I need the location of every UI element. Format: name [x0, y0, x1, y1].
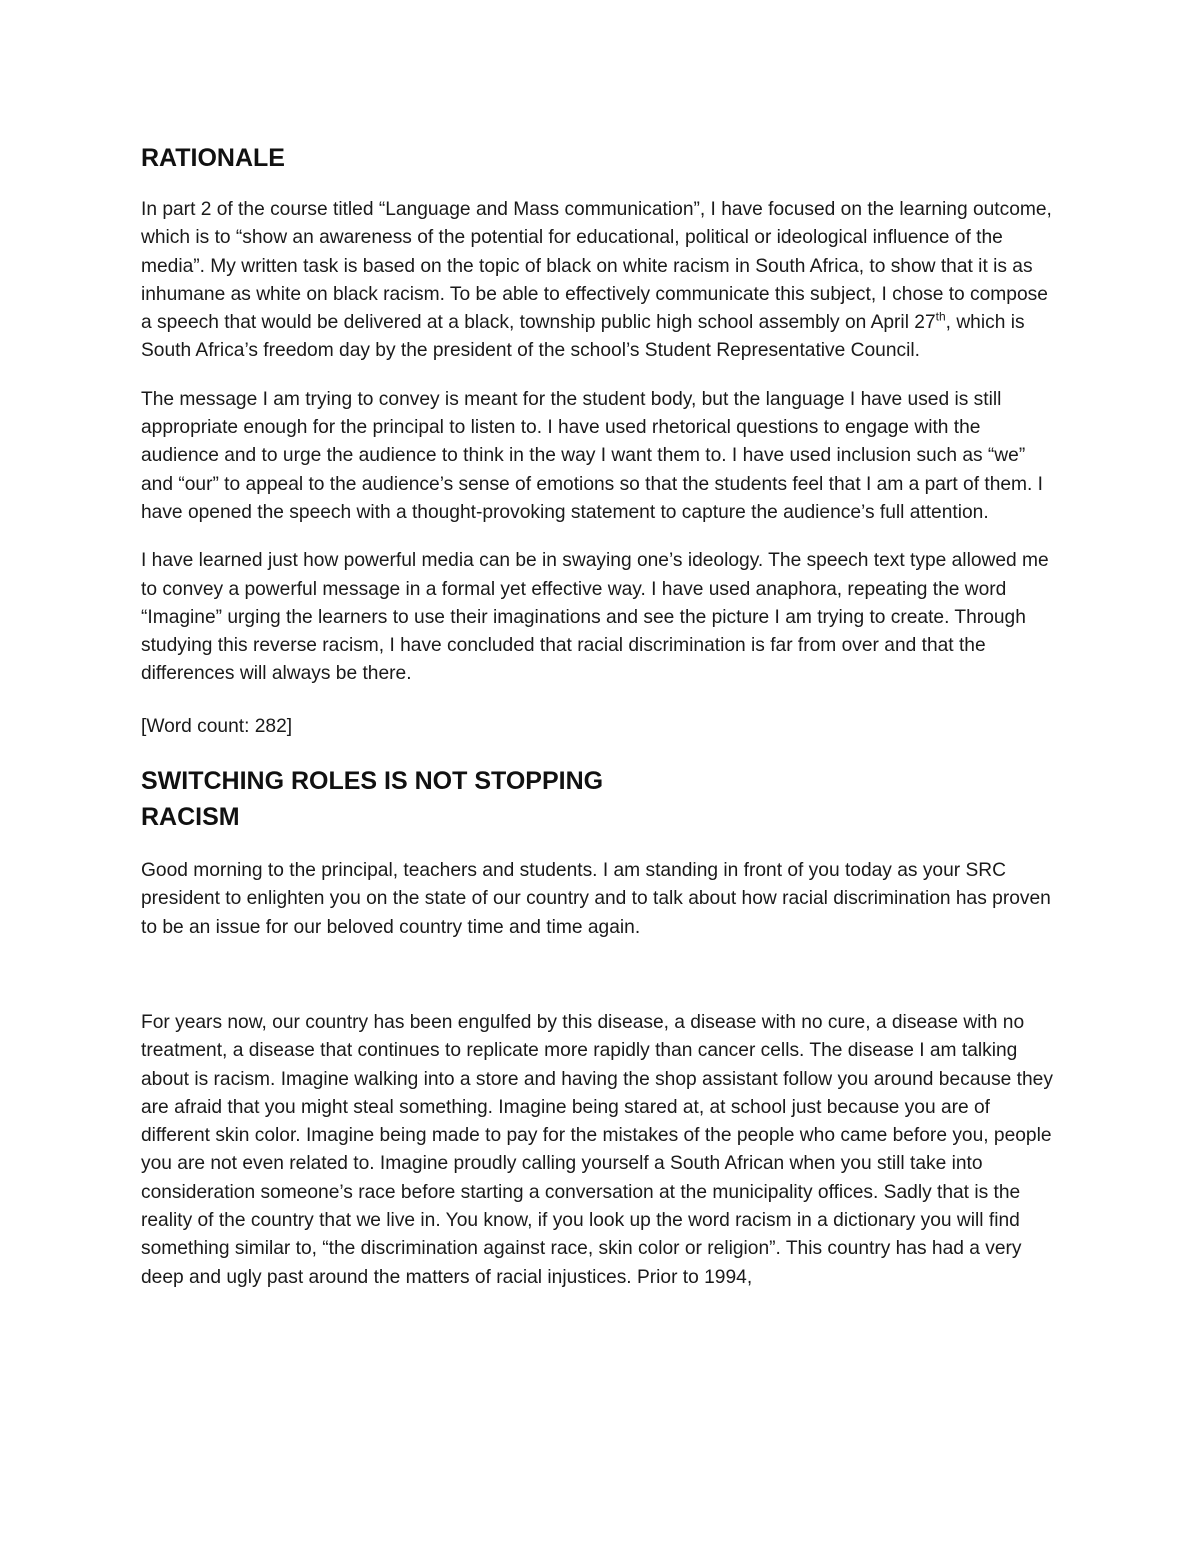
speech-title-line-2: RACISM	[141, 803, 240, 832]
word-count: [Word count: 282]	[141, 715, 293, 737]
document-page	[141, 140, 1059, 1292]
rationale-paragraph-1-text: In part 2 of the course titled “Language and Mass communication”, I have focused on the learning outcome, which is to “show an awareness of the potential for educational, political or ideological influence of the media”. My written task is based on the topic of black on white racism in South Africa, to show that it is as inhumane as white on black racism. To be able to effectively communicate this subject, I chose to compose a speech that would be delivered at a black, township public high school assembly on April 27	[141, 199, 1052, 334]
ordinal-suffix: th	[935, 309, 946, 324]
speech-paragraph-1: Good morning to the principal, teachers and students. I am standing in front of you today as your SRC president to enlighten you on the state of our country and to talk about how racial discrimination has proven to be an issue for our beloved country time and time again.	[141, 860, 1051, 938]
speech-title	[141, 763, 1059, 835]
rationale-paragraph-2: The message I am trying to convey is meant for the student body, but the language I have used is still appropriate enough for the principal to listen to. I have used rhetorical questions to engage with the audience and to urge the audience to think in the way I want them to. I have used inclusion such as “we” and “our” to appeal to the audience’s sense of emotions so that the students feel that I am a part of them. I have opened the speech with a thought-provoking statement to capture the audience’s full attention.	[141, 388, 1044, 523]
rationale-paragraph-3: I have learned just how powerful media can be in swaying one’s ideology. The speech text type allowed me to convey a powerful message in a formal yet effective way. I have used anaphora, repeating the word “Imagine” urging the learners to use their imaginations and see the picture I am trying to create. Through studying this reverse racism, I have concluded that racial discrimination is far from over and that the differences will always be there.	[141, 550, 1049, 685]
rationale-paragraph-1	[141, 196, 1059, 366]
speech-title-line-1: SWITCHING ROLES IS NOT STOPPING	[141, 767, 604, 796]
rationale-heading: RATIONALE	[141, 144, 285, 172]
rationale-paragraph-1-text-end: , which is South Africa’s freedom day by the president of the school’s Student Representative Council.	[141, 312, 1025, 362]
speech-paragraph-2: For years now, our country has been engulfed by this disease, a disease with no cure, a disease with no treatment, a disease that continues to replicate more rapidly than cancer cells. The disease I am talking about is racism. Imagine walking into a store and having the shop assistant follow you around because they are afraid that you might steal something. Imagine being stared at, at school just because you are of different skin color. Imagine being made to pay for the mistakes of the people who came before you, people you are not even related to. Imagine proudly calling yourself a South African when you still take into consideration someone’s race before starting a conversation at the municipality offices. Sadly that is the reality of the country that we live in. You know, if you look up the word racism in a dictionary you will find something similar to, “the discrimination against race, skin color or religion”. This country has had a very deep and ugly past around the matters of racial injustices. Prior to 1994,	[141, 1011, 1053, 1288]
